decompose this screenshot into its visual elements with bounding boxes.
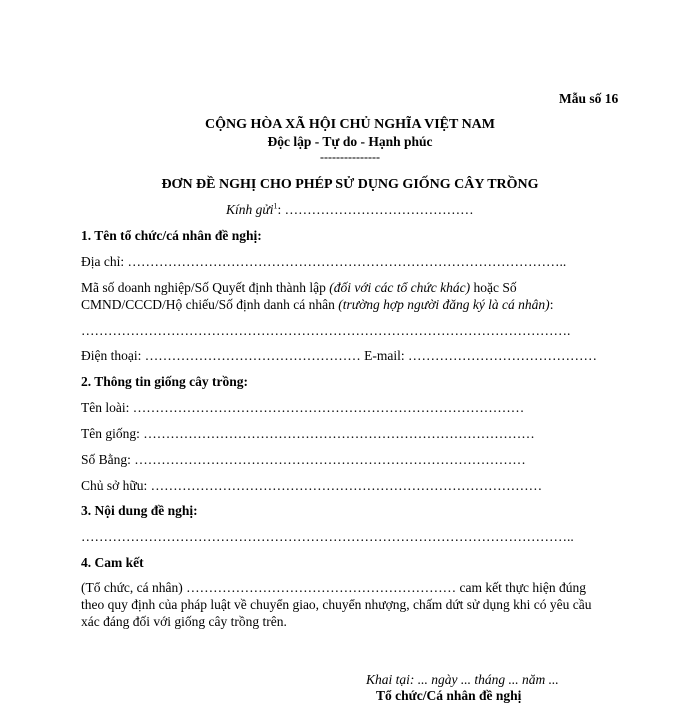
phone-email-line: Điện thoại: ………………………………………… E-mail: ……………………………………: [81, 348, 597, 363]
commitment-line-2: theo quy định của pháp luật về chuyển giao, chuyển nhượng, chấm dứt sử dụng khi có yêu cầu: [81, 597, 592, 612]
section2-heading: 2. Thông tin giống cây trồng:: [81, 374, 249, 389]
addressee-footnote: 1: [273, 201, 278, 211]
section3-heading: 3. Nội dung đề nghị:: [81, 503, 198, 518]
section4-heading: 4. Cam kết: [81, 555, 144, 570]
section1-heading: 1. Tên tổ chức/cá nhân đề nghị:: [81, 228, 262, 243]
section3-dots-line: ………………………………………………………………………………………………..: [81, 529, 574, 544]
section1-dots-line: ……………………………………………………………………………………………….: [81, 323, 571, 338]
form-number: Mẫu số 16: [559, 91, 619, 106]
id-line-1-note: (đối với các tổ chức khác): [329, 280, 471, 295]
address-line: Địa chỉ: ……………………………………………………………………………………..: [81, 254, 567, 269]
id-line-1-text: Mã số doanh nghiệp/Số Quyết định thành lập: [81, 280, 330, 295]
country-header: CỘNG HÒA XÃ HỘI CHỦ NGHĨA VIỆT NAM: [204, 117, 495, 132]
owner-line: Chủ sở hữu: ……………………………………………………………………………: [81, 478, 543, 493]
id-line-1-end: hoặc Số: [470, 280, 517, 295]
id-line-2-note: (trường hợp người đăng ký là cá nhân): [338, 297, 550, 312]
document-title: ĐƠN ĐỀ NGHỊ CHO PHÉP SỬ DỤNG GIỐNG CÂY TRỒNG: [161, 177, 539, 192]
id-line-1: [81, 280, 517, 296]
id-line-2-text: CMND/CCCD/Hộ chiếu/Số định danh cá nhân: [81, 297, 339, 312]
id-line-2: [81, 297, 553, 313]
header-divider: ---------------: [320, 150, 380, 164]
commitment-line-3: xác đáng đối với giống cây trồng trên.: [81, 614, 287, 629]
addressee-label: Kính gửi: [226, 202, 274, 217]
variety-line: Tên giống: ……………………………………………………………………………: [81, 426, 535, 441]
place-date-line: Khai tại: ... ngày ... tháng ... năm ...: [366, 672, 559, 687]
motto: Độc lập - Tự do - Hạnh phúc: [267, 134, 433, 149]
commitment-line-1: (Tổ chức, cá nhân) …………………………………………………… cam kết thực hiện đúng: [81, 580, 587, 595]
signer-title: Tổ chức/Cá nhân đề nghị: [376, 688, 522, 703]
addressee-line: [226, 202, 474, 218]
addressee-dots: : ……………………………………: [277, 202, 474, 217]
id-line-2-end: :: [549, 297, 554, 312]
certificate-line: Số Bằng: ……………………………………………………………………………: [81, 452, 526, 467]
species-line: Tên loài: ……………………………………………………………………………: [81, 400, 525, 415]
